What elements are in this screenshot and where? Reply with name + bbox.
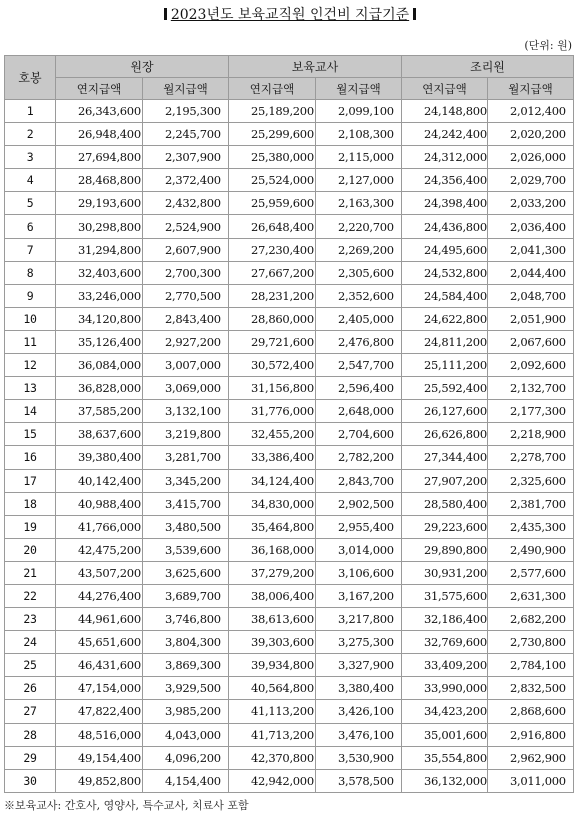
footnote: ※보육교사: 간호사, 영양사, 특수교사, 치료사 포함 [4, 799, 249, 812]
director-monthly-cell: 3,625,600 [143, 561, 229, 584]
group-header-teacher: 보육교사 [229, 56, 402, 78]
cook-annual-cell: 35,001,600 [402, 723, 488, 746]
director-annual-cell: 31,294,800 [56, 238, 143, 261]
teacher-annual-cell: 25,524,000 [229, 169, 316, 192]
grade-cell: 6 [5, 215, 56, 238]
table-row [5, 446, 574, 469]
teacher-annual-cell: 31,156,800 [229, 377, 316, 400]
teacher-monthly-cell: 2,648,000 [316, 400, 402, 423]
group-header-director: 원장 [56, 56, 229, 78]
cook-annual-cell: 30,931,200 [402, 561, 488, 584]
director-monthly-cell: 3,929,500 [143, 677, 229, 700]
cook-annual-cell: 25,592,400 [402, 377, 488, 400]
cook-annual-cell: 24,148,800 [402, 100, 488, 123]
cook-monthly-cell: 2,029,700 [488, 169, 574, 192]
director-annual-cell: 39,380,400 [56, 446, 143, 469]
teacher-annual-cell: 42,942,000 [229, 769, 316, 792]
grade-cell: 7 [5, 238, 56, 261]
grade-cell: 25 [5, 654, 56, 677]
table-row [5, 423, 574, 446]
teacher-monthly-cell: 2,115,000 [316, 146, 402, 169]
director-annual-cell: 49,154,400 [56, 746, 143, 769]
teacher-annual-cell: 25,299,600 [229, 123, 316, 146]
table-row [5, 677, 574, 700]
director-annual-cell: 35,126,400 [56, 330, 143, 353]
cook-monthly-cell: 2,033,200 [488, 192, 574, 215]
cook-annual-cell: 33,409,200 [402, 654, 488, 677]
director-annual-cell: 29,193,600 [56, 192, 143, 215]
grade-cell: 4 [5, 169, 56, 192]
grade-cell: 14 [5, 400, 56, 423]
table-row [5, 146, 574, 169]
director-monthly-cell: 3,069,000 [143, 377, 229, 400]
cook-annual-cell: 31,575,600 [402, 584, 488, 607]
grade-cell: 29 [5, 746, 56, 769]
teacher-annual-cell: 34,124,400 [229, 469, 316, 492]
grade-cell: 23 [5, 608, 56, 631]
cook-annual-cell: 34,423,200 [402, 700, 488, 723]
director-annual-cell: 47,154,000 [56, 677, 143, 700]
director-annual-cell: 48,516,000 [56, 723, 143, 746]
cook-annual-cell: 24,436,800 [402, 215, 488, 238]
table-row [5, 261, 574, 284]
director-monthly-cell: 2,372,400 [143, 169, 229, 192]
grade-cell: 11 [5, 330, 56, 353]
grade-cell: 2 [5, 123, 56, 146]
director-monthly-cell: 4,154,400 [143, 769, 229, 792]
title-container [0, 4, 580, 25]
director-monthly-cell: 2,927,200 [143, 330, 229, 353]
grade-cell: 27 [5, 700, 56, 723]
grade-cell: 16 [5, 446, 56, 469]
director-monthly-cell: 3,746,800 [143, 608, 229, 631]
teacher-annual-cell: 35,464,800 [229, 515, 316, 538]
teacher-annual-cell: 25,189,200 [229, 100, 316, 123]
cook-annual-cell: 24,495,600 [402, 238, 488, 261]
cook-monthly-cell: 2,132,700 [488, 377, 574, 400]
teacher-monthly-cell: 3,426,100 [316, 700, 402, 723]
teacher-monthly-cell: 2,352,600 [316, 284, 402, 307]
director-annual-cell: 33,246,000 [56, 284, 143, 307]
teacher-annual-cell: 39,934,800 [229, 654, 316, 677]
table-row [5, 284, 574, 307]
title-bar-left [164, 8, 167, 20]
teacher-annual-cell: 34,830,000 [229, 492, 316, 515]
grade-cell: 30 [5, 769, 56, 792]
table-row [5, 330, 574, 353]
grade-header: 호봉 [5, 56, 56, 100]
teacher-monthly-cell: 3,530,900 [316, 746, 402, 769]
annual-header: 연지급액 [402, 78, 488, 100]
table-body [5, 100, 574, 793]
teacher-monthly-cell: 2,843,700 [316, 469, 402, 492]
cook-monthly-cell: 2,784,100 [488, 654, 574, 677]
cook-monthly-cell: 2,026,000 [488, 146, 574, 169]
cook-monthly-cell: 2,051,900 [488, 307, 574, 330]
table-row [5, 377, 574, 400]
director-monthly-cell: 3,689,700 [143, 584, 229, 607]
cook-monthly-cell: 2,044,400 [488, 261, 574, 284]
cook-monthly-cell: 2,381,700 [488, 492, 574, 515]
teacher-monthly-cell: 2,269,200 [316, 238, 402, 261]
teacher-annual-cell: 28,860,000 [229, 307, 316, 330]
director-monthly-cell: 3,219,800 [143, 423, 229, 446]
cook-annual-cell: 27,344,400 [402, 446, 488, 469]
cook-monthly-cell: 2,020,200 [488, 123, 574, 146]
unit-label: (단위: 원) [524, 39, 572, 52]
grade-cell: 21 [5, 561, 56, 584]
table-row [5, 469, 574, 492]
director-annual-cell: 28,468,800 [56, 169, 143, 192]
grade-cell: 5 [5, 192, 56, 215]
header-row-groups [5, 56, 574, 78]
cook-monthly-cell: 2,435,300 [488, 515, 574, 538]
director-monthly-cell: 3,345,200 [143, 469, 229, 492]
director-annual-cell: 38,637,600 [56, 423, 143, 446]
teacher-annual-cell: 31,776,000 [229, 400, 316, 423]
director-annual-cell: 37,585,200 [56, 400, 143, 423]
teacher-annual-cell: 42,370,800 [229, 746, 316, 769]
cook-annual-cell: 29,223,600 [402, 515, 488, 538]
annual-header: 연지급액 [56, 78, 143, 100]
director-monthly-cell: 3,132,100 [143, 400, 229, 423]
teacher-monthly-cell: 2,902,500 [316, 492, 402, 515]
table-row [5, 561, 574, 584]
cook-annual-cell: 27,907,200 [402, 469, 488, 492]
table-row [5, 515, 574, 538]
title-text: 2023년도 보육교직원 인건비 지급기준 [170, 7, 410, 23]
cook-annual-cell: 35,554,800 [402, 746, 488, 769]
monthly-header: 월지급액 [143, 78, 229, 100]
cook-monthly-cell: 2,631,300 [488, 584, 574, 607]
cook-monthly-cell: 2,041,300 [488, 238, 574, 261]
cook-annual-cell: 24,312,000 [402, 146, 488, 169]
table-row [5, 608, 574, 631]
cook-monthly-cell: 2,577,600 [488, 561, 574, 584]
table-row [5, 631, 574, 654]
grade-cell: 24 [5, 631, 56, 654]
teacher-monthly-cell: 2,108,300 [316, 123, 402, 146]
director-monthly-cell: 2,432,800 [143, 192, 229, 215]
table-row [5, 492, 574, 515]
teacher-annual-cell: 41,713,200 [229, 723, 316, 746]
table-row [5, 238, 574, 261]
cook-annual-cell: 24,811,200 [402, 330, 488, 353]
cook-annual-cell: 24,532,800 [402, 261, 488, 284]
director-monthly-cell: 3,415,700 [143, 492, 229, 515]
cook-monthly-cell: 2,325,600 [488, 469, 574, 492]
director-monthly-cell: 3,804,300 [143, 631, 229, 654]
grade-cell: 17 [5, 469, 56, 492]
teacher-monthly-cell: 2,596,400 [316, 377, 402, 400]
grade-cell: 18 [5, 492, 56, 515]
teacher-monthly-cell: 2,127,000 [316, 169, 402, 192]
annual-header: 연지급액 [229, 78, 316, 100]
table-row [5, 169, 574, 192]
director-annual-cell: 27,694,800 [56, 146, 143, 169]
cook-monthly-cell: 2,218,900 [488, 423, 574, 446]
teacher-annual-cell: 39,303,600 [229, 631, 316, 654]
director-annual-cell: 41,766,000 [56, 515, 143, 538]
director-annual-cell: 46,431,600 [56, 654, 143, 677]
director-monthly-cell: 3,869,300 [143, 654, 229, 677]
cook-monthly-cell: 2,048,700 [488, 284, 574, 307]
grade-cell: 15 [5, 423, 56, 446]
teacher-annual-cell: 30,572,400 [229, 354, 316, 377]
table-row [5, 700, 574, 723]
director-monthly-cell: 2,195,300 [143, 100, 229, 123]
table-row [5, 123, 574, 146]
teacher-annual-cell: 27,667,200 [229, 261, 316, 284]
director-monthly-cell: 2,770,500 [143, 284, 229, 307]
teacher-monthly-cell: 2,955,400 [316, 515, 402, 538]
teacher-annual-cell: 25,959,600 [229, 192, 316, 215]
director-annual-cell: 30,298,800 [56, 215, 143, 238]
director-annual-cell: 36,084,000 [56, 354, 143, 377]
cook-annual-cell: 33,990,000 [402, 677, 488, 700]
cook-monthly-cell: 2,278,700 [488, 446, 574, 469]
director-monthly-cell: 4,096,200 [143, 746, 229, 769]
teacher-annual-cell: 32,455,200 [229, 423, 316, 446]
table-row [5, 654, 574, 677]
cook-monthly-cell: 2,832,500 [488, 677, 574, 700]
director-annual-cell: 34,120,800 [56, 307, 143, 330]
director-monthly-cell: 2,843,400 [143, 307, 229, 330]
grade-cell: 8 [5, 261, 56, 284]
teacher-monthly-cell: 3,106,600 [316, 561, 402, 584]
monthly-header: 월지급액 [316, 78, 402, 100]
cook-monthly-cell: 2,012,400 [488, 100, 574, 123]
director-annual-cell: 32,403,600 [56, 261, 143, 284]
teacher-monthly-cell: 2,163,300 [316, 192, 402, 215]
table-row [5, 584, 574, 607]
teacher-monthly-cell: 3,578,500 [316, 769, 402, 792]
director-annual-cell: 44,276,400 [56, 584, 143, 607]
table-row [5, 746, 574, 769]
director-monthly-cell: 3,480,500 [143, 515, 229, 538]
monthly-header: 월지급액 [488, 78, 574, 100]
grade-cell: 19 [5, 515, 56, 538]
document-title [160, 5, 420, 25]
teacher-monthly-cell: 2,476,800 [316, 330, 402, 353]
director-annual-cell: 45,651,600 [56, 631, 143, 654]
cook-annual-cell: 24,398,400 [402, 192, 488, 215]
cook-monthly-cell: 2,036,400 [488, 215, 574, 238]
grade-cell: 28 [5, 723, 56, 746]
teacher-annual-cell: 25,380,000 [229, 146, 316, 169]
director-monthly-cell: 2,700,300 [143, 261, 229, 284]
salary-table [4, 55, 574, 793]
cook-annual-cell: 24,242,400 [402, 123, 488, 146]
teacher-monthly-cell: 2,547,700 [316, 354, 402, 377]
cook-annual-cell: 24,356,400 [402, 169, 488, 192]
table-row [5, 723, 574, 746]
director-monthly-cell: 3,281,700 [143, 446, 229, 469]
teacher-annual-cell: 37,279,200 [229, 561, 316, 584]
teacher-monthly-cell: 2,782,200 [316, 446, 402, 469]
teacher-annual-cell: 38,006,400 [229, 584, 316, 607]
director-monthly-cell: 2,524,900 [143, 215, 229, 238]
director-annual-cell: 40,988,400 [56, 492, 143, 515]
teacher-monthly-cell: 2,305,600 [316, 261, 402, 284]
teacher-annual-cell: 33,386,400 [229, 446, 316, 469]
director-annual-cell: 42,475,200 [56, 538, 143, 561]
teacher-monthly-cell: 3,327,900 [316, 654, 402, 677]
teacher-monthly-cell: 3,217,800 [316, 608, 402, 631]
director-annual-cell: 40,142,400 [56, 469, 143, 492]
director-monthly-cell: 3,985,200 [143, 700, 229, 723]
teacher-monthly-cell: 2,099,100 [316, 100, 402, 123]
teacher-annual-cell: 28,231,200 [229, 284, 316, 307]
table-row [5, 307, 574, 330]
grade-cell: 13 [5, 377, 56, 400]
director-monthly-cell: 4,043,000 [143, 723, 229, 746]
grade-cell: 9 [5, 284, 56, 307]
director-monthly-cell: 3,007,000 [143, 354, 229, 377]
cook-annual-cell: 32,769,600 [402, 631, 488, 654]
director-monthly-cell: 3,539,600 [143, 538, 229, 561]
director-monthly-cell: 2,307,900 [143, 146, 229, 169]
teacher-annual-cell: 26,648,400 [229, 215, 316, 238]
cook-annual-cell: 26,127,600 [402, 400, 488, 423]
cook-annual-cell: 24,584,400 [402, 284, 488, 307]
table-row [5, 400, 574, 423]
table-row [5, 538, 574, 561]
grade-cell: 12 [5, 354, 56, 377]
teacher-annual-cell: 36,168,000 [229, 538, 316, 561]
teacher-annual-cell: 38,613,600 [229, 608, 316, 631]
director-monthly-cell: 2,245,700 [143, 123, 229, 146]
cook-monthly-cell: 2,490,900 [488, 538, 574, 561]
teacher-monthly-cell: 3,275,300 [316, 631, 402, 654]
cook-annual-cell: 28,580,400 [402, 492, 488, 515]
cook-monthly-cell: 2,868,600 [488, 700, 574, 723]
teacher-annual-cell: 41,113,200 [229, 700, 316, 723]
teacher-annual-cell: 27,230,400 [229, 238, 316, 261]
director-annual-cell: 26,948,400 [56, 123, 143, 146]
cook-monthly-cell: 2,916,800 [488, 723, 574, 746]
table-row [5, 215, 574, 238]
director-annual-cell: 26,343,600 [56, 100, 143, 123]
teacher-monthly-cell: 3,167,200 [316, 584, 402, 607]
grade-cell: 26 [5, 677, 56, 700]
table-row [5, 769, 574, 792]
teacher-monthly-cell: 3,476,100 [316, 723, 402, 746]
cook-annual-cell: 24,622,800 [402, 307, 488, 330]
director-annual-cell: 43,507,200 [56, 561, 143, 584]
cook-annual-cell: 25,111,200 [402, 354, 488, 377]
teacher-annual-cell: 40,564,800 [229, 677, 316, 700]
teacher-monthly-cell: 2,405,000 [316, 307, 402, 330]
cook-annual-cell: 36,132,000 [402, 769, 488, 792]
cook-monthly-cell: 2,177,300 [488, 400, 574, 423]
cook-monthly-cell: 2,682,200 [488, 608, 574, 631]
title-bar-right [413, 8, 416, 20]
director-annual-cell: 49,852,800 [56, 769, 143, 792]
teacher-monthly-cell: 2,704,600 [316, 423, 402, 446]
grade-cell: 22 [5, 584, 56, 607]
teacher-monthly-cell: 3,014,000 [316, 538, 402, 561]
grade-cell: 10 [5, 307, 56, 330]
header-row-sub [5, 78, 574, 100]
table-row [5, 354, 574, 377]
grade-cell: 1 [5, 100, 56, 123]
director-monthly-cell: 2,607,900 [143, 238, 229, 261]
table-row [5, 192, 574, 215]
cook-monthly-cell: 2,730,800 [488, 631, 574, 654]
cook-annual-cell: 26,626,800 [402, 423, 488, 446]
cook-annual-cell: 29,890,800 [402, 538, 488, 561]
group-header-cook: 조리원 [402, 56, 574, 78]
cook-monthly-cell: 3,011,000 [488, 769, 574, 792]
teacher-annual-cell: 29,721,600 [229, 330, 316, 353]
grade-cell: 20 [5, 538, 56, 561]
teacher-monthly-cell: 2,220,700 [316, 215, 402, 238]
director-annual-cell: 44,961,600 [56, 608, 143, 631]
cook-monthly-cell: 2,067,600 [488, 330, 574, 353]
grade-cell: 3 [5, 146, 56, 169]
table-row [5, 100, 574, 123]
cook-annual-cell: 32,186,400 [402, 608, 488, 631]
cook-monthly-cell: 2,092,600 [488, 354, 574, 377]
director-annual-cell: 36,828,000 [56, 377, 143, 400]
cook-monthly-cell: 2,962,900 [488, 746, 574, 769]
director-annual-cell: 47,822,400 [56, 700, 143, 723]
teacher-monthly-cell: 3,380,400 [316, 677, 402, 700]
